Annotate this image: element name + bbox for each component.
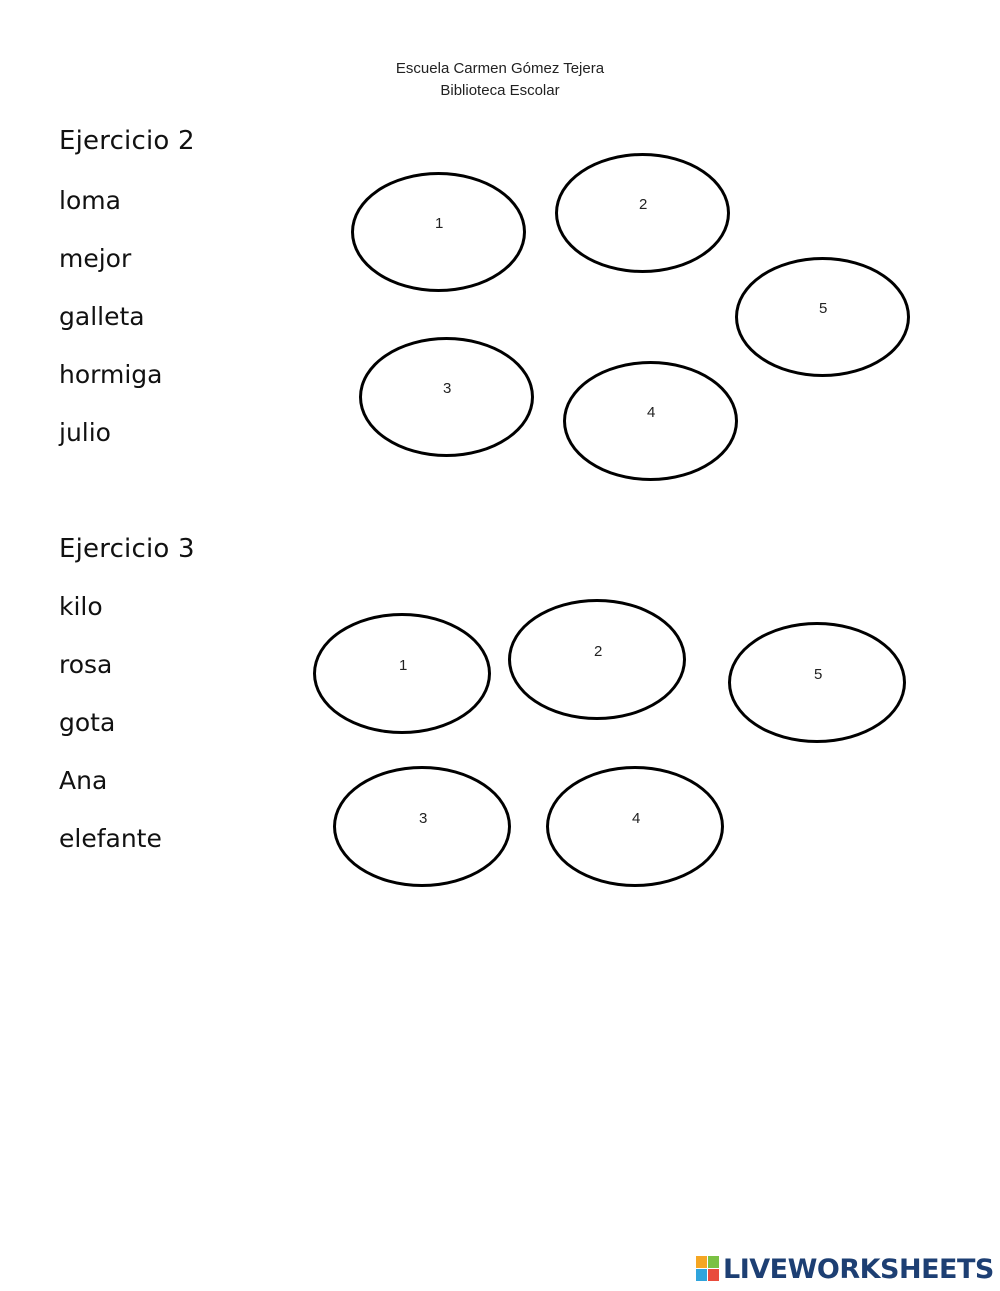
exercise-2-answer-oval-1[interactable] bbox=[351, 172, 526, 292]
oval-number: 4 bbox=[647, 404, 656, 421]
oval-number: 3 bbox=[443, 380, 452, 397]
exercise-2-word-5: julio bbox=[59, 418, 111, 447]
oval-number: 5 bbox=[819, 300, 828, 317]
exercise-2-title: Ejercicio 2 bbox=[59, 126, 195, 156]
liveworksheets-logo-text: LIVEWORKSHEETS bbox=[723, 1253, 994, 1285]
exercise-2-word-1: loma bbox=[59, 186, 121, 215]
exercise-3-word-2: rosa bbox=[59, 650, 113, 679]
exercise-3-word-1: kilo bbox=[59, 592, 103, 621]
oval-number: 4 bbox=[632, 810, 641, 827]
exercise-3-word-3: gota bbox=[59, 708, 116, 737]
exercise-2-answer-oval-4[interactable] bbox=[563, 361, 738, 481]
school-name: Escuela Carmen Gómez Tejera bbox=[395, 60, 605, 77]
exercise-3-word-5: elefante bbox=[59, 824, 162, 853]
liveworksheets-logo-icon bbox=[696, 1256, 720, 1282]
oval-number: 3 bbox=[419, 810, 428, 827]
exercise-2-answer-oval-5[interactable] bbox=[735, 257, 910, 377]
library-name: Biblioteca Escolar bbox=[440, 82, 560, 99]
exercise-3-answer-oval-2[interactable] bbox=[508, 599, 686, 720]
oval-number: 2 bbox=[639, 196, 648, 213]
exercise-3-answer-oval-3[interactable] bbox=[333, 766, 511, 887]
oval-number: 1 bbox=[399, 657, 408, 674]
exercise-3-answer-oval-1[interactable] bbox=[313, 613, 491, 734]
document-header bbox=[0, 58, 1000, 102]
liveworksheets-logo bbox=[696, 1254, 994, 1284]
oval-number: 2 bbox=[594, 643, 603, 660]
oval-number: 5 bbox=[814, 666, 823, 683]
exercise-3-answer-oval-5[interactable] bbox=[728, 622, 906, 743]
exercise-2-word-3: galleta bbox=[59, 302, 145, 331]
exercise-3-word-4: Ana bbox=[59, 766, 108, 795]
exercise-3-title: Ejercicio 3 bbox=[59, 534, 195, 564]
exercise-3-answer-oval-4[interactable] bbox=[546, 766, 724, 887]
exercise-2-word-4: hormiga bbox=[59, 360, 163, 389]
exercise-2-answer-oval-3[interactable] bbox=[359, 337, 534, 457]
oval-number: 1 bbox=[435, 215, 444, 232]
exercise-2-answer-oval-2[interactable] bbox=[555, 153, 730, 273]
exercise-2-word-2: mejor bbox=[59, 244, 132, 273]
